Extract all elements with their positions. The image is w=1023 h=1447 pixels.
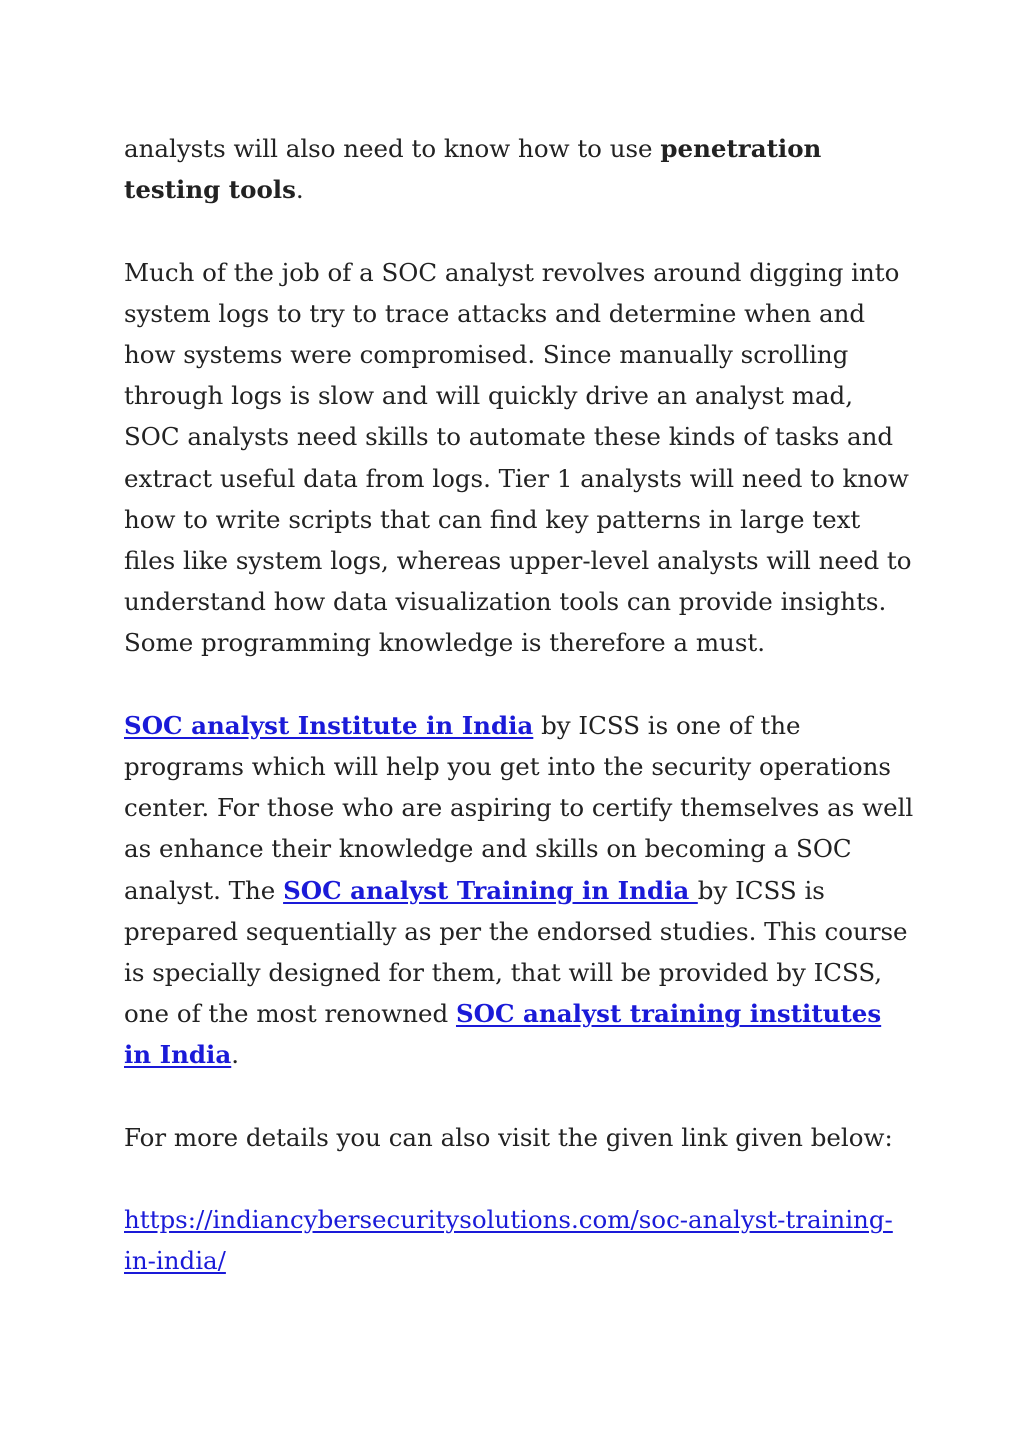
paragraph-penetration-tools (124, 128, 914, 210)
paragraph-soc-analyst-job: Much of the job of a SOC analyst revolves around digging into system logs to try to trace attacks and determine when and how systems were compromised. Since manually scrolling through logs is slow and will quickly drive an analyst mad, SOC analysts need skills to automate these kinds of tasks and extract useful data from logs. Tier 1 analysts will need to know how to write scripts that can find key patterns in large text files like system logs, whereas upper-level analysts will need to understand how data visualization tools can provide insights. Some programming knowledge is therefore a must. (124, 257, 912, 658)
paragraph-url (124, 1199, 914, 1281)
paragraph-end: . (295, 175, 304, 205)
link-soc-analyst-training-institutes[interactable]: SOC analyst training institutes in India (124, 999, 882, 1070)
paragraph-more-details: For more details you can also visit the given link given below: (124, 1122, 893, 1152)
paragraph-icss-programs (124, 705, 914, 1076)
bold-penetration-testing-tools: penetration testing tools (124, 134, 822, 205)
paragraph-end: . (231, 1040, 240, 1070)
paragraph-text: by ICSS is one of the programs which will help you get into the security operations center. For those who are aspiring to certify themselves as well as enhance their knowledge and skills on becoming a SOC analyst. The (124, 710, 914, 905)
paragraph-text: by ICSS is prepared sequentially as per the endorsed studies. This course is specially designed for them, that will be provided by ICSS, one of the most renowned (124, 875, 908, 1029)
link-soc-analyst-institute[interactable]: SOC analyst Institute in India (124, 710, 534, 740)
link-soc-analyst-training[interactable]: SOC analyst Training in India (283, 875, 698, 905)
document-body (124, 128, 914, 1323)
paragraph-text: analysts will also need to know how to use (124, 134, 661, 163)
link-url[interactable]: https://indiancybersecuritysolutions.com/soc-analyst-training-in-india/ (124, 1205, 893, 1276)
